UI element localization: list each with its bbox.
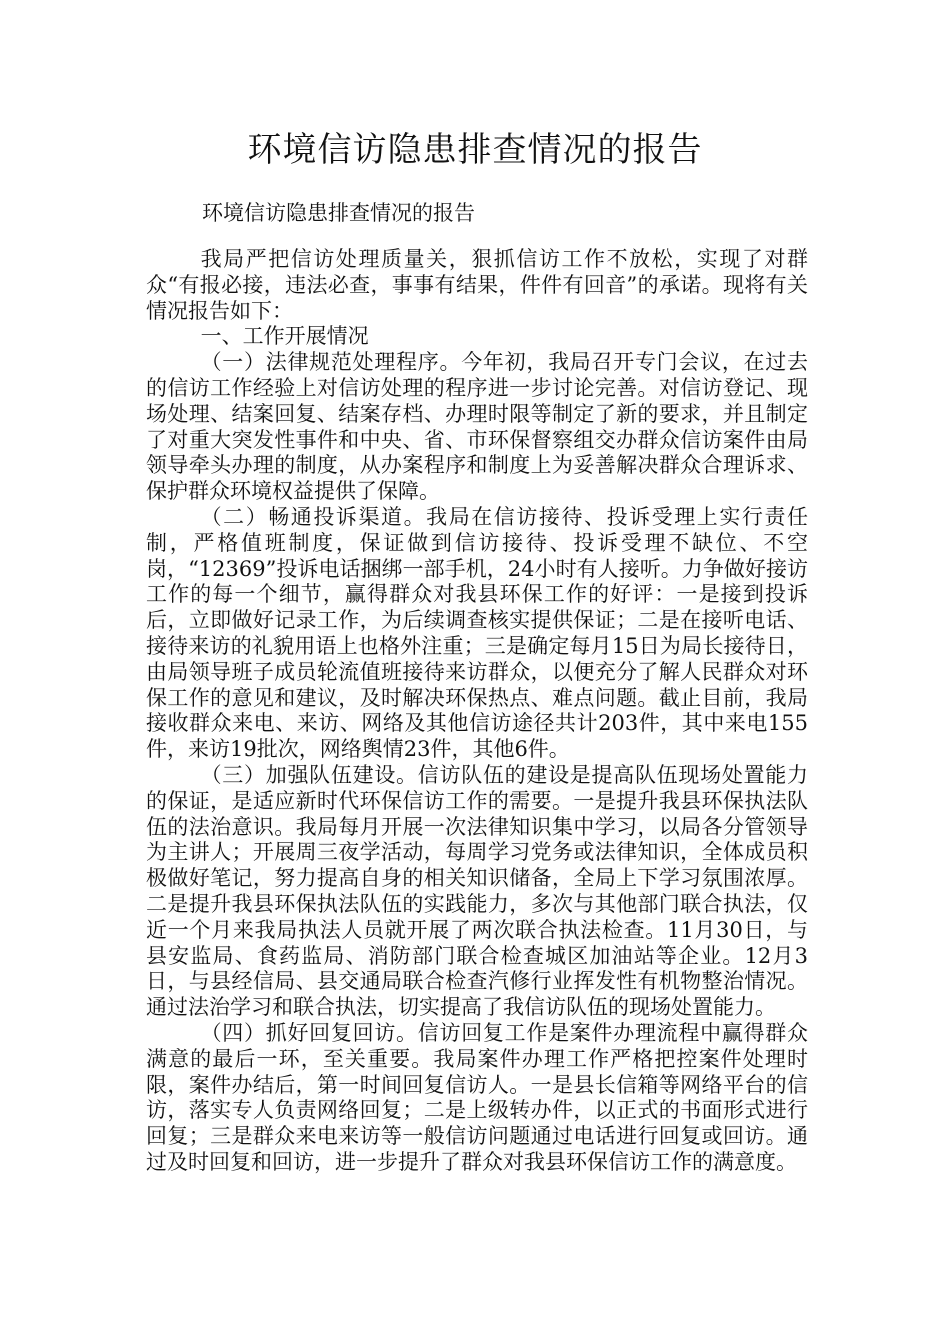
document-body <box>146 247 808 1176</box>
paragraph-legal-procedure: （一）法律规范处理程序。今年初，我局召开专门会议，在过去的信访工作经验上对信访处理的程序进一步讨论完善。对信访登记、现场处理、结案回复、结案存档、办理时限等制定了新的要求，并且制定了对重大突发性事件和中央、省、市环保督察组交办群众信访案件由局领导牵头办理的制度，从办案程序和制度上为妥善解决群众合理诉求、保护群众环境权益提供了保障。 <box>146 350 808 504</box>
document-subtitle: 环境信访隐患排查情况的报告 <box>202 201 475 225</box>
document-title: 环境信访隐患排查情况的报告 <box>247 130 703 170</box>
paragraph-team-building: （三）加强队伍建设。信访队伍的建设是提高队伍现场处置能力的保证，是适应新时代环保信访工作的需要。一是提升我县环保执法队伍的法治意识。我局每月开展一次法律知识集中学习，以局各分管领导为主讲人；开展周三夜学活动，每周学习党务或法律知识，全体成员积极做好笔记，努力提高自身的相关知识储备，全局上下学习氛围浓厚。二是提升我县环保执法队伍的实践能力，多次与其他部门联合执法，仅近一个月来我局执法人员就开展了两次联合执法检查。11月30日，与县安监局、食药监局、消防部门联合检查城区加油站等企业。12月3日，与县经信局、县交通局联合检查汽修行业挥发性有机物整治情况。通过法治学习和联合执法，切实提高了我信访队伍的现场处置能力。 <box>146 762 808 1020</box>
intro-paragraph: 我局严把信访处理质量关，狠抓信访工作不放松，实现了对群众“有报必接，违法必查，事事有结果，件件有回音”的承诺。现将有关情况报告如下： <box>146 247 808 323</box>
paragraph-complaint-channels: （二）畅通投诉渠道。我局在信访接待、投诉受理上实行责任制，严格值班制度，保证做到信访接待、投诉受理不缺位、不空岗，“12369”投诉电话捆绑一部手机，24小时有人接听。力争做好接访工作的每一个细节，赢得群众对我县环保工作的好评：一是接到投诉后，立即做好记录工作，为后续调查核实提供保证；二是在接听电话、接待来访的礼貌用语上也格外注重；三是确定每月15日为局长接待日，由局领导班子成员轮流值班接待来访群众，以便充分了解人民群众对环保工作的意见和建议，及时解决环保热点、难点问题。截止目前，我局接收群众来电、来访、网络及其他信访途径共计203件，其中来电155件，来访19批次，网络舆情23件，其他6件。 <box>146 504 808 762</box>
section-heading: 一、工作开展情况 <box>200 324 369 349</box>
paragraph-reply-followup: （四）抓好回复回访。信访回复工作是案件办理流程中赢得群众满意的最后一环，至关重要。我局案件办理工作严格把控案件处理时限，案件办结后，第一时间回复信访人。一是县长信箱等网络平台的信访，落实专人负责网络回复；二是上级转办件，以正式的书面形式进行回复；三是群众来电来访等一般信访问题通过电话进行回复或回访。通过及时回复和回访，进一步提升了群众对我县环保信访工作的满意度。 <box>146 1020 808 1174</box>
